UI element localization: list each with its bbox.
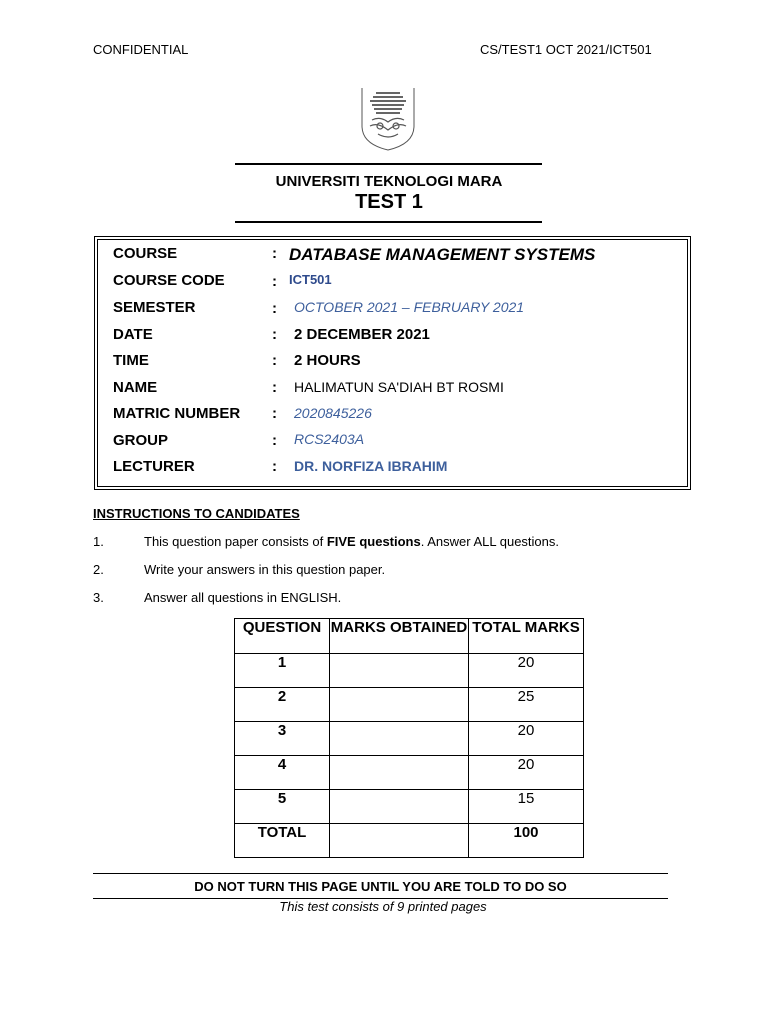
marks-obtained-total-cell[interactable] (330, 824, 469, 858)
title-bottom-rule (235, 221, 542, 223)
matric-number-colon: : (272, 405, 277, 422)
marks-obtained-cell[interactable] (330, 722, 469, 756)
marks-obtained-cell[interactable] (330, 688, 469, 722)
name-value: HALIMATUN SA'DIAH BT ROSMI (294, 379, 504, 395)
lecturer-value: DR. NORFIZA IBRAHIM (294, 458, 448, 474)
instruction-2-text: Write your answers in this question paper. (144, 562, 386, 577)
instruction-1-number: 1. (93, 534, 104, 549)
lecturer-label: LECTURER (113, 458, 195, 475)
table-row (235, 654, 584, 688)
question-cell: 4 (235, 756, 330, 790)
group-value: RCS2403A (294, 431, 365, 447)
header-document-code: CS/TEST1 OCT 2021/ICT501 (480, 42, 652, 57)
date-colon: : (272, 326, 277, 343)
time-value: 2 HOURS (294, 352, 361, 369)
name-label: NAME (113, 379, 158, 396)
header-confidential: CONFIDENTIAL (93, 42, 189, 57)
table-row-total (235, 824, 584, 858)
marks-table-header (235, 619, 584, 654)
footer-top-rule (93, 873, 668, 874)
university-crest-icon (358, 86, 418, 152)
semester-label: SEMESTER (113, 299, 196, 316)
test-title: TEST 1 (355, 191, 423, 213)
semester-colon: : (272, 300, 277, 317)
course-label: COURSE (113, 245, 178, 262)
question-cell: 1 (235, 654, 330, 688)
time-colon: : (272, 352, 277, 369)
instruction-3-number: 3. (93, 590, 104, 605)
title-top-rule (235, 163, 542, 165)
group-colon: : (272, 432, 277, 449)
course-code-colon: : (272, 273, 277, 290)
semester-value: OCTOBER 2021 – FEBRUARY 2021 (294, 299, 525, 315)
total-marks-cell: 15 (469, 790, 584, 824)
course-colon: : (272, 245, 277, 262)
question-cell: 3 (235, 722, 330, 756)
university-name: UNIVERSITI TEKNOLOGI MARA (275, 173, 503, 190)
instructions-title: INSTRUCTIONS TO CANDIDATES (93, 506, 300, 521)
marks-table (234, 618, 584, 858)
instruction-3-text: Answer all questions in ENGLISH. (144, 590, 342, 605)
matric-number-value: 2020845226 (294, 405, 372, 421)
question-cell: 5 (235, 790, 330, 824)
footer-page-count: This test consists of 9 printed pages (279, 899, 487, 914)
date-label: DATE (113, 326, 153, 343)
total-marks-cell: 20 (469, 756, 584, 790)
table-row (235, 722, 584, 756)
course-code-label: COURSE CODE (113, 272, 225, 289)
header-marks-obtained: MARKS OBTAINED (330, 619, 469, 654)
name-colon: : (272, 379, 277, 396)
marks-obtained-cell[interactable] (330, 654, 469, 688)
instruction-2-number: 2. (93, 562, 104, 577)
marks-obtained-cell[interactable] (330, 790, 469, 824)
course-code-value: ICT501 (289, 272, 332, 287)
table-row (235, 688, 584, 722)
marks-obtained-cell[interactable] (330, 756, 469, 790)
instruction-1-emphasis: FIVE questions (326, 534, 421, 549)
instruction-1-text: This question paper consists of FIVE questions. Answer ALL questions. (144, 534, 560, 549)
total-marks-cell: 20 (469, 722, 584, 756)
table-row (235, 756, 584, 790)
grand-total-cell: 100 (469, 824, 584, 858)
time-label: TIME (113, 352, 149, 369)
date-value: 2 DECEMBER 2021 (294, 326, 430, 343)
total-marks-cell: 25 (469, 688, 584, 722)
header-total-marks: TOTAL MARKS (469, 619, 584, 654)
matric-number-label: MATRIC NUMBER (113, 405, 241, 422)
total-label-cell: TOTAL (235, 824, 330, 858)
table-row (235, 790, 584, 824)
footer-warning: DO NOT TURN THIS PAGE UNTIL YOU ARE TOLD TO DO SO (194, 879, 567, 894)
total-marks-cell: 20 (469, 654, 584, 688)
course-value: DATABASE MANAGEMENT SYSTEMS (289, 245, 596, 264)
question-cell: 2 (235, 688, 330, 722)
group-label: GROUP (113, 432, 169, 449)
lecturer-colon: : (272, 458, 277, 475)
header-question: QUESTION (235, 619, 330, 654)
